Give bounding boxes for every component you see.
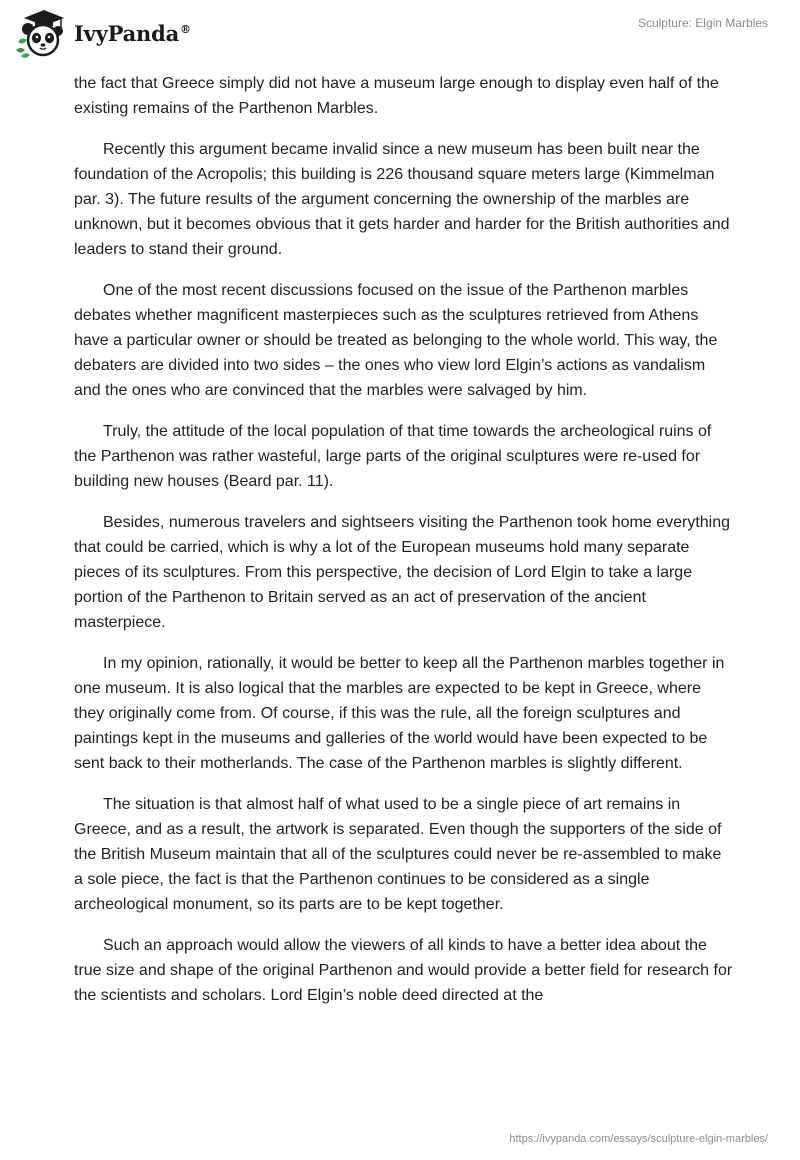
ivypanda-logo[interactable]: [14, 6, 191, 60]
paragraph: Besides, numerous travelers and sightseers visiting the Parthenon took home everything that could be carried, which is why a lot of the European museums hold many separate pieces of its sculptures. From this perspective, the decision of Lord Elgin to take a large portion of the Parthenon to Britain served as an act of preservation of the ancient masterpiece.: [74, 514, 731, 631]
page-header: [0, 0, 800, 68]
paragraph: In my opinion, rationally, it would be better to keep all the Parthenon marbles together in one museum. It is also logical that the marbles are expected to be kept in Greece, where they originally come from. Of course, if this was the rule, all the foreign sculptures and paintings kept in the museums and galleries of the world would have been expected to be sent back to their motherlands. The case of the Parthenon marbles is slightly different.: [74, 655, 725, 772]
paragraph: One of the most recent discussions focused on the issue of the Parthenon marbles debates whether magnificent masterpieces such as the sculptures retrieved from Athens have a particular owner or should be treated as belonging to the whole world. This way, the debaters are divided into two sides – the ones who view lord Elgin’s actions as vandalism and the ones who are convinced that the marbles were salvaged by him.: [74, 282, 718, 399]
brand-name: IvyPanda®: [74, 20, 191, 46]
panda-graduate-icon: [14, 6, 70, 60]
registered-mark: ®: [180, 22, 191, 36]
paragraph: Truly, the attitude of the local population of that time towards the archeological ruins of the Parthenon was rather wasteful, large parts of the original sculptures were re-used for building new houses (Beard par. 11).: [74, 423, 712, 490]
paragraph: the fact that Greece simply did not have a museum large enough to display even half of the existing remains of the Parthenon Marbles.: [74, 75, 719, 117]
source-url[interactable]: https://ivypanda.com/essays/sculpture-elgin-marbles/: [509, 1133, 768, 1145]
paragraph: Such an approach would allow the viewers of all kinds to have a better idea about the true size and shape of the original Parthenon and would provide a better field for research for the scientists and scholars. Lord Elgin’s noble deed directed at the: [74, 937, 733, 1004]
document-title: Sculpture: Elgin Marbles: [637, 16, 768, 30]
essay-body: [74, 71, 734, 1024]
paragraph: Recently this argument became invalid since a new museum has been built near the foundation of the Acropolis; this building is 226 thousand square meters large (Kimmelman par. 3). The future results of the argument concerning the ownership of the marbles are unknown, but it becomes obvious that it gets harder and harder for the British authorities and leaders to stand their ground.: [74, 141, 730, 258]
paragraph: The situation is that almost half of what used to be a single piece of art remains in Greece, and as a result, the artwork is separated. Even though the supporters of the side of the British Museum maintain that all of the sculptures could never be re-assembled to make a sole piece, the fact is that the Parthenon continues to be considered as a single archeological monument, so its parts are to be kept together.: [74, 796, 722, 913]
